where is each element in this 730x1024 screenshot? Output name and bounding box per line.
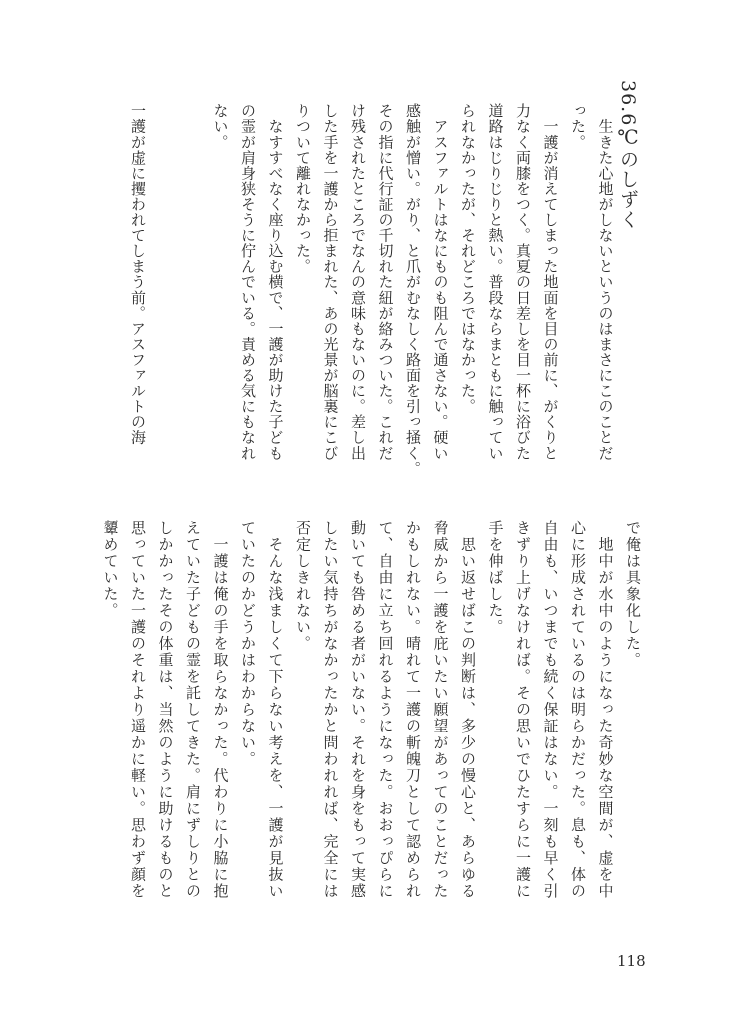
text-line: 一護は俺の手を取らなかった。代わりに小脇に抱 [211, 520, 230, 900]
text-line: 否定しきれない。 [294, 520, 312, 652]
text-line: 顰めていた。 [101, 520, 120, 619]
chapter-title: 36.6℃のしずく [617, 80, 639, 230]
text-line: そんな浅ましくて下らない考えを、一護が見抜い [266, 520, 285, 900]
text-line: の霊が肩身狭そうに佇んでいる。責める気にもなれ [239, 103, 257, 461]
text-line: きずり上げなければ。その思いでひたすらに一護に [514, 520, 532, 900]
text-line: 動いても咎める者がいない。それを身をもって実感 [349, 520, 367, 900]
text-line: ていたのかどうかはわからない。 [239, 520, 257, 768]
text-line: した手を一護から拒まれた、あの光景が脳裏にこび [321, 103, 340, 461]
text-line: 力なく両膝をつく。真夏の日差しを目一杯に浴びた [514, 103, 532, 461]
text-line: 心に形成されているのは明らかだった。息も、体の [569, 520, 587, 900]
text-line: 一護が虚に攫われてしまう前。アスファルトの海 [129, 103, 147, 446]
text-line: 道路はじりじりと熱い。普段ならまともに触ってい [486, 103, 505, 461]
text-line: したい気持ちがなかったかと問われれば、完全には [321, 520, 340, 900]
text-line: しかかったその体重は、当然のように助けるものと [156, 520, 175, 900]
text-line: 生きた心地がしないというのはまさにこのことだ [596, 103, 615, 461]
text-line: かもしれない。晴れて一護の斬魄刀として認められ [404, 520, 422, 900]
text-line: った。 [569, 103, 587, 150]
text-line: なすすべなく座り込む横で、一護が助けた子ども [266, 103, 285, 461]
text-line: て、自由に立ち回れるようになった。おおっぴらに [376, 520, 395, 900]
text-line: アスファルトはなにものも阻んで通さない。硬い [431, 103, 450, 461]
text-line: りついて離れなかった。 [294, 103, 312, 275]
text-line: 脅威から一護を庇いたい願望があってのことだった [431, 520, 450, 900]
page-number: 118 [617, 952, 646, 970]
text-line: られなかったが、それどころではなかった。 [459, 103, 477, 414]
text-line: 地中が水中のようになった奇妙な空間が、虚を中 [596, 520, 615, 900]
text-line: 思い返せばこの判断は、多少の慢心と、あらゆる [459, 520, 477, 900]
text-line: 一護が消えてしまった地面を目の前に、がくりと [541, 103, 560, 461]
text-line: 手を伸ばした。 [486, 520, 505, 636]
text-line: その指に代行証の千切れた紐が絡みついた。これだ [376, 103, 395, 461]
text-line: 感触が憎い。がり、と爪がむなしく路面を引っ掻く。 [404, 103, 422, 477]
text-line: ない。 [211, 103, 230, 150]
text-line: で俺は具象化した。 [624, 520, 642, 669]
text-line: け残されたところでなんの意味もないのに。差し出 [349, 103, 367, 461]
text-line: えていた子どもの霊を託してきた。肩にずしりとの [184, 520, 202, 900]
text-line: 自由も、いつまでも続く保証はない。一刻も早く引 [541, 520, 560, 900]
text-line: 思っていた一護のそれより遥かに軽い。思わず顔を [129, 520, 147, 900]
